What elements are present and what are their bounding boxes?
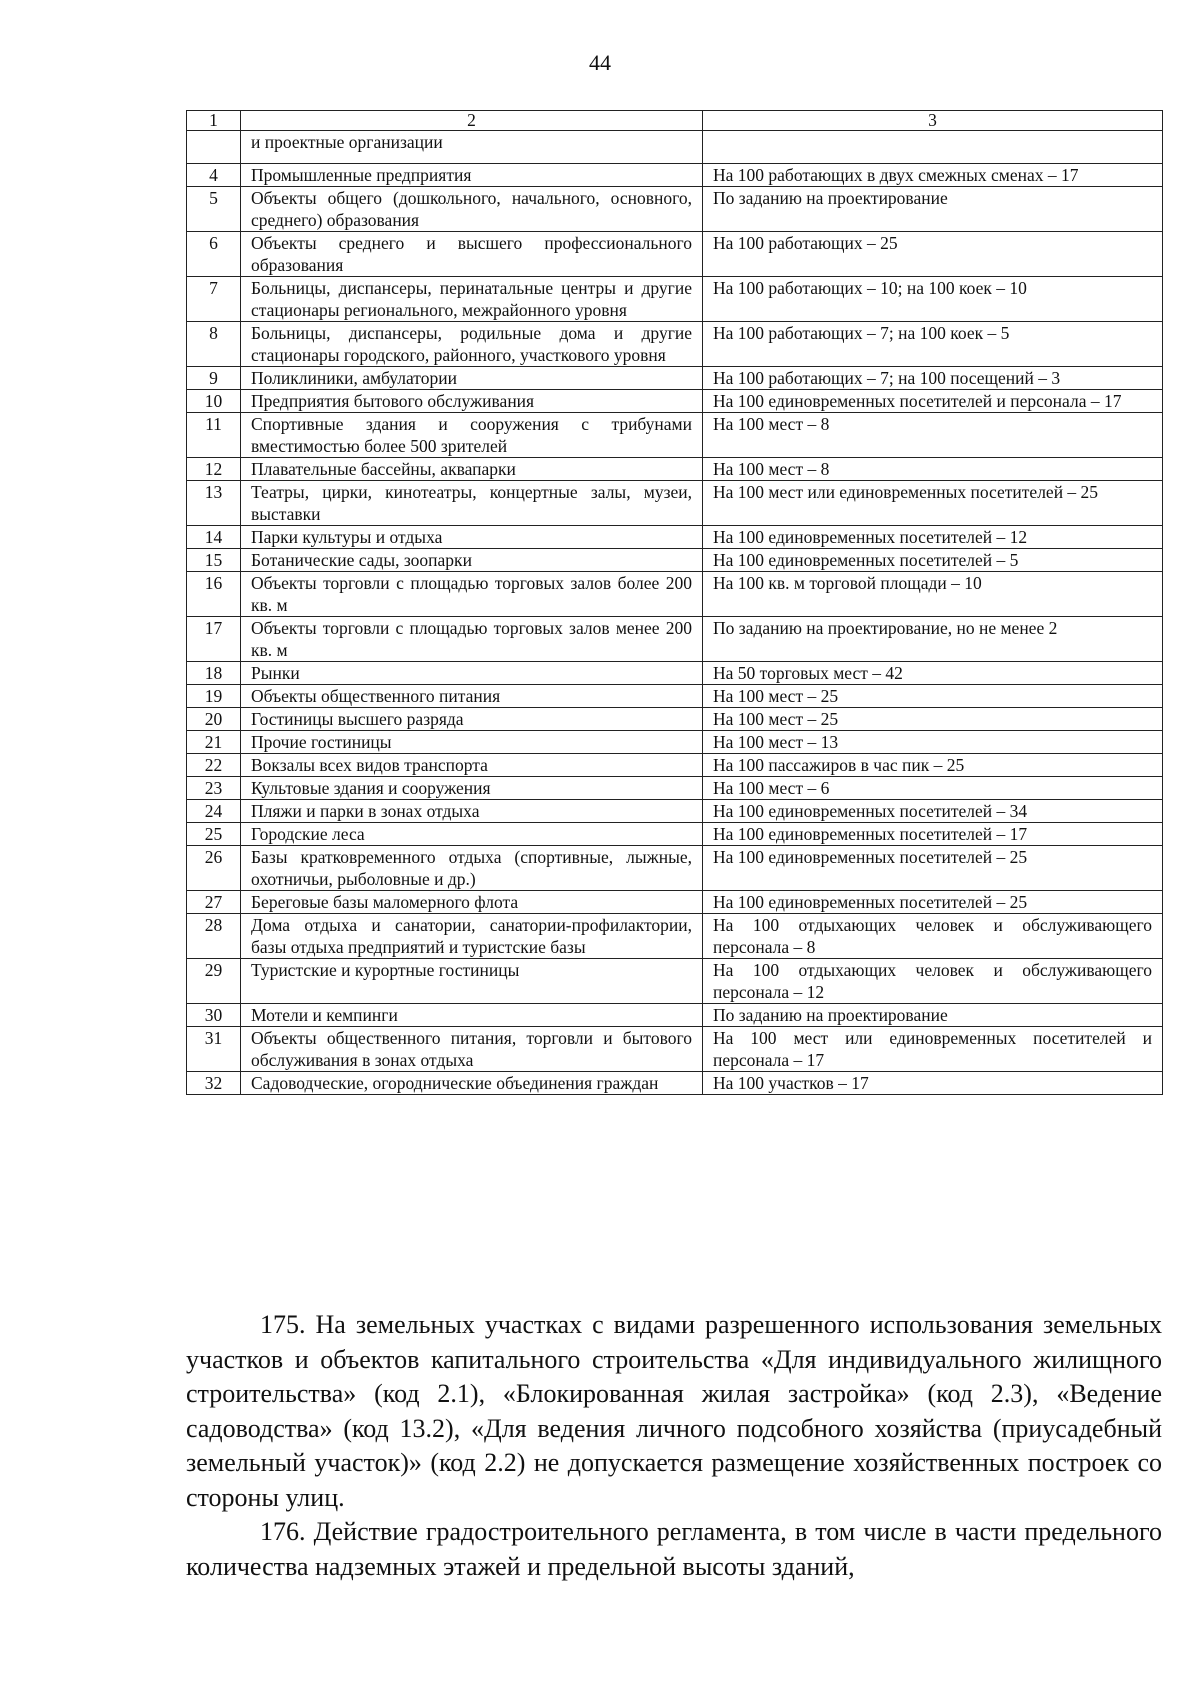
parking-norm: На 100 пассажиров в час пик – 25 [703, 754, 1163, 777]
parking-norm: На 100 единовременных посетителей – 25 [703, 891, 1163, 914]
object-type: Объекты общественного питания [241, 685, 703, 708]
row-number: 12 [187, 458, 241, 481]
row-number: 27 [187, 891, 241, 914]
row-number: 32 [187, 1072, 241, 1095]
row-number: 16 [187, 572, 241, 617]
parking-norm: На 100 мест – 25 [703, 685, 1163, 708]
object-type: Спортивные здания и сооружения с трибунами вместимостью более 500 зрителей [241, 413, 703, 458]
table-row [187, 572, 1163, 617]
table-row [187, 322, 1163, 367]
continuation-row [187, 131, 1163, 164]
row-number: 4 [187, 164, 241, 187]
table-row [187, 754, 1163, 777]
object-type: Ботанические сады, зоопарки [241, 549, 703, 572]
row-number: 28 [187, 914, 241, 959]
object-type: Береговые базы маломерного флота [241, 891, 703, 914]
table-row [187, 413, 1163, 458]
table-row [187, 187, 1163, 232]
paragraph-176: 176. Действие градостроительного регламента, в том числе в части предельного количества надземных этажей и предельной высоты зданий, [186, 1517, 1162, 1581]
object-type: Мотели и кемпинги [241, 1004, 703, 1027]
row-number [187, 131, 241, 164]
object-type: Театры, цирки, кинотеатры, концертные залы, музеи, выставки [241, 481, 703, 526]
table-row [187, 685, 1163, 708]
row-number: 17 [187, 617, 241, 662]
parking-norm: На 100 единовременных посетителей – 12 [703, 526, 1163, 549]
object-type: Промышленные предприятия [241, 164, 703, 187]
object-type: Базы кратковременного отдыха (спортивные, лыжные, охотничьи, рыболовные и др.) [241, 846, 703, 891]
row-number: 22 [187, 754, 241, 777]
table-row [187, 1072, 1163, 1095]
row-number: 26 [187, 846, 241, 891]
header-col-1: 1 [187, 111, 241, 131]
parking-norm: По заданию на проектирование [703, 187, 1163, 232]
parking-norm: На 100 отдыхающих человек и обслуживающего персонала – 8 [703, 914, 1163, 959]
parking-norm: На 100 мест или единовременных посетителей – 25 [703, 481, 1163, 526]
row-number: 31 [187, 1027, 241, 1072]
parking-norm: На 100 единовременных посетителей – 34 [703, 800, 1163, 823]
row-number: 14 [187, 526, 241, 549]
table-row [187, 846, 1163, 891]
parking-norm: На 100 работающих – 10; на 100 коек – 10 [703, 277, 1163, 322]
row-number: 21 [187, 731, 241, 754]
row-number: 15 [187, 549, 241, 572]
table-row [187, 662, 1163, 685]
object-type: Поликлиники, амбулатории [241, 367, 703, 390]
header-col-2: 2 [241, 111, 703, 131]
object-type: Прочие гостиницы [241, 731, 703, 754]
object-type: Больницы, диспансеры, родильные дома и другие стационары городского, районного, участкового уровня [241, 322, 703, 367]
parking-norm: На 100 кв. м торговой площади – 10 [703, 572, 1163, 617]
parking-norms-table [186, 110, 1163, 1095]
object-type: Плавательные бассейны, аквапарки [241, 458, 703, 481]
body-text [186, 1308, 1162, 1584]
table-row [187, 914, 1163, 959]
table-row [187, 390, 1163, 413]
object-type: Рынки [241, 662, 703, 685]
header-col-3: 3 [703, 111, 1163, 131]
row-number: 19 [187, 685, 241, 708]
row-number: 25 [187, 823, 241, 846]
object-type: Городские леса [241, 823, 703, 846]
row-number: 13 [187, 481, 241, 526]
object-type: Объекты общественного питания, торговли и бытового обслуживания в зонах отдыха [241, 1027, 703, 1072]
parking-norm: На 100 работающих – 25 [703, 232, 1163, 277]
row-number: 11 [187, 413, 241, 458]
row-number: 8 [187, 322, 241, 367]
row-number: 23 [187, 777, 241, 800]
table-row [187, 481, 1163, 526]
table-row [187, 164, 1163, 187]
parking-norm [703, 131, 1163, 164]
table-row [187, 367, 1163, 390]
parking-norm: На 100 мест – 13 [703, 731, 1163, 754]
row-number: 20 [187, 708, 241, 731]
table-body [187, 111, 1163, 1095]
table-row [187, 232, 1163, 277]
parking-norm: На 100 мест или единовременных посетителей и персонала – 17 [703, 1027, 1163, 1072]
row-number: 30 [187, 1004, 241, 1027]
table-row [187, 800, 1163, 823]
table-row [187, 731, 1163, 754]
parking-norm: На 100 работающих – 7; на 100 коек – 5 [703, 322, 1163, 367]
object-type: Пляжи и парки в зонах отдыха [241, 800, 703, 823]
table-row [187, 891, 1163, 914]
parking-norm: На 100 участков – 17 [703, 1072, 1163, 1095]
object-type: и проектные организации [241, 131, 703, 164]
table-row [187, 959, 1163, 1004]
table-header-row [187, 111, 1163, 131]
table-row [187, 777, 1163, 800]
parking-norm: По заданию на проектирование, но не менее 2 [703, 617, 1163, 662]
object-type: Туристские и курортные гостиницы [241, 959, 703, 1004]
table-row [187, 458, 1163, 481]
parking-norm: На 100 единовременных посетителей – 17 [703, 823, 1163, 846]
object-type: Объекты торговли с площадью торговых залов менее 200 кв. м [241, 617, 703, 662]
object-type: Парки культуры и отдыха [241, 526, 703, 549]
table-row [187, 526, 1163, 549]
table-row [187, 1027, 1163, 1072]
object-type: Вокзалы всех видов транспорта [241, 754, 703, 777]
table-row [187, 823, 1163, 846]
table-row [187, 277, 1163, 322]
parking-norm: На 100 мест – 8 [703, 458, 1163, 481]
row-number: 29 [187, 959, 241, 1004]
page-number: 44 [589, 50, 611, 75]
parking-norm: По заданию на проектирование [703, 1004, 1163, 1027]
row-number: 9 [187, 367, 241, 390]
row-number: 6 [187, 232, 241, 277]
row-number: 24 [187, 800, 241, 823]
object-type: Объекты общего (дошкольного, начального, основного, среднего) образования [241, 187, 703, 232]
table-row [187, 549, 1163, 572]
object-type: Предприятия бытового обслуживания [241, 390, 703, 413]
parking-norm: На 100 мест – 6 [703, 777, 1163, 800]
row-number: 18 [187, 662, 241, 685]
object-type: Объекты среднего и высшего профессионального образования [241, 232, 703, 277]
table-row [187, 1004, 1163, 1027]
parking-norm: На 100 единовременных посетителей и персонала – 17 [703, 390, 1163, 413]
object-type: Садоводческие, огороднические объединения граждан [241, 1072, 703, 1095]
object-type: Культовые здания и сооружения [241, 777, 703, 800]
table-row [187, 617, 1163, 662]
parking-norm: На 100 работающих – 7; на 100 посещений – 3 [703, 367, 1163, 390]
row-number: 5 [187, 187, 241, 232]
object-type: Больницы, диспансеры, перинатальные центры и другие стационары регионального, межрайонного уровня [241, 277, 703, 322]
parking-norm: На 100 мест – 25 [703, 708, 1163, 731]
paragraph-175: 175. На земельных участках с видами разрешенного использования земельных участков и объектов капитального строительства «Для индивидуального жилищного строительства» (код 2.1), «Блокированная жилая застройка» (код 2.3), «Ведение садоводства» (код 13.2), «Для ведения личного подсобного хозяйства (приусадебный земельный участок)» (код 2.2) не допускается размещение хозяйственных построек со стороны улиц. [186, 1310, 1162, 1512]
object-type: Дома отдыха и санатории, санатории-профилактории, базы отдыха предприятий и туристские базы [241, 914, 703, 959]
parking-norm: На 50 торговых мест – 42 [703, 662, 1163, 685]
table-row [187, 708, 1163, 731]
row-number: 10 [187, 390, 241, 413]
parking-norm: На 100 единовременных посетителей – 5 [703, 549, 1163, 572]
row-number: 7 [187, 277, 241, 322]
object-type: Гостиницы высшего разряда [241, 708, 703, 731]
parking-norm: На 100 единовременных посетителей – 25 [703, 846, 1163, 891]
parking-norm: На 100 мест – 8 [703, 413, 1163, 458]
parking-norm: На 100 отдыхающих человек и обслуживающего персонала – 12 [703, 959, 1163, 1004]
parking-norm: На 100 работающих в двух смежных сменах – 17 [703, 164, 1163, 187]
object-type: Объекты торговли с площадью торговых залов более 200 кв. м [241, 572, 703, 617]
